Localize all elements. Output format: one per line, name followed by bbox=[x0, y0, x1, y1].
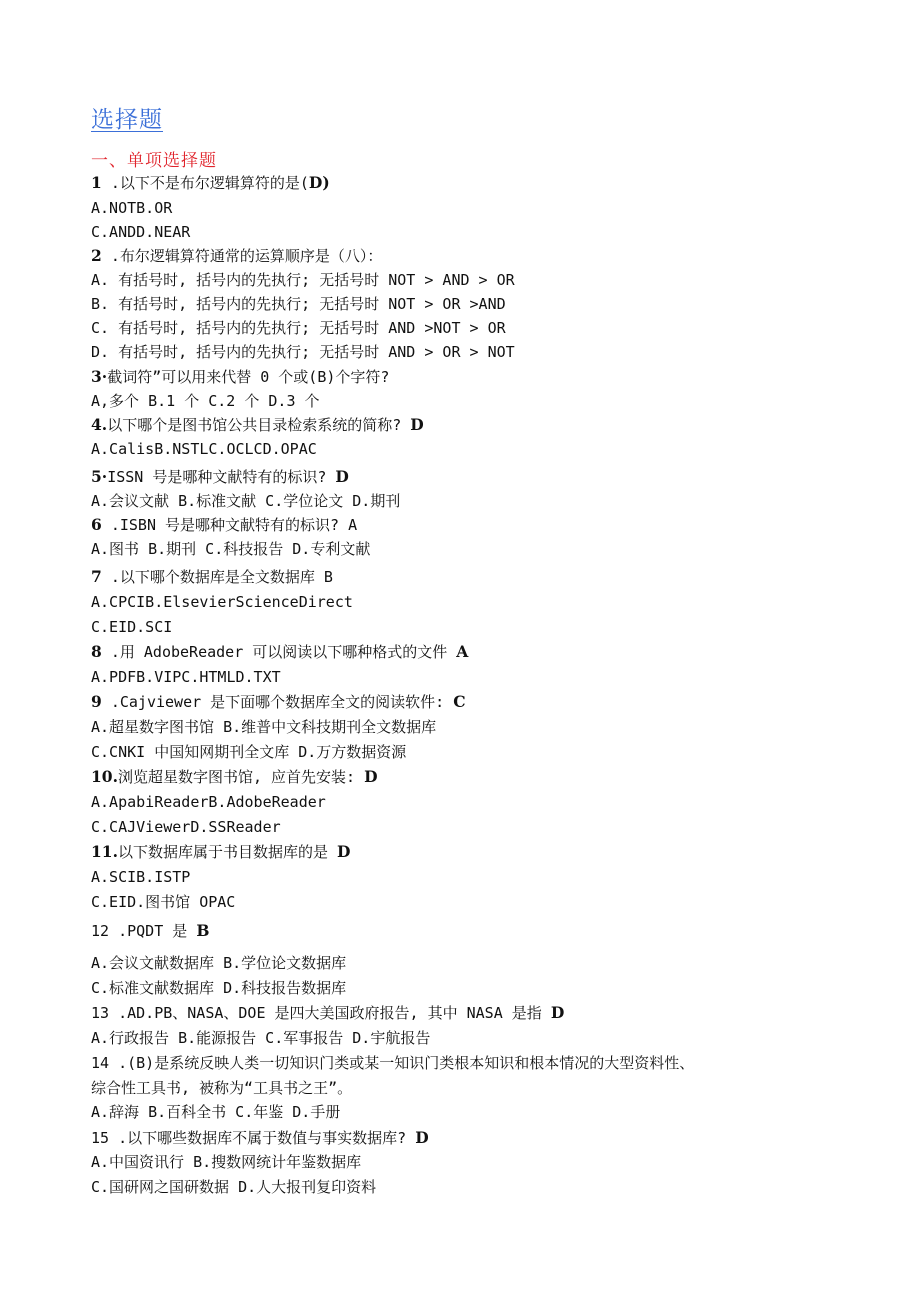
answer-letter: A bbox=[456, 642, 469, 661]
answer-letter: D bbox=[335, 467, 349, 486]
question-number: 10. bbox=[91, 767, 118, 786]
option-line bbox=[91, 538, 370, 560]
option-line bbox=[91, 1077, 352, 1099]
question-line bbox=[91, 172, 330, 194]
question-line bbox=[91, 1052, 694, 1074]
option-text: A.CPCIB.ElsevierScienceDirect bbox=[91, 593, 353, 611]
option-text: 综合性工具书, 被称为“工具书之王”。 bbox=[91, 1079, 353, 1097]
question-number: 3· bbox=[91, 367, 108, 386]
option-line bbox=[91, 716, 436, 738]
question-number: 11. bbox=[91, 842, 118, 861]
question-text: .以下不是布尔逻辑算符的是( bbox=[101, 174, 309, 192]
answer-letter: D) bbox=[308, 173, 330, 192]
question-number: 8 bbox=[91, 642, 102, 661]
question-line bbox=[91, 1002, 564, 1024]
option-text: A.图书 B.期刊 C.科技报告 D.专利文献 bbox=[91, 540, 371, 558]
option-line bbox=[91, 891, 235, 913]
question-number: 14 bbox=[91, 1054, 110, 1072]
option-line bbox=[91, 1027, 430, 1049]
question-text: ISSN 号是哪种文献特有的标识? bbox=[107, 468, 336, 486]
option-line bbox=[91, 1101, 340, 1123]
question-text: .以下哪些数据库不属于数值与事实数据库? bbox=[109, 1129, 416, 1147]
question-line bbox=[91, 366, 389, 388]
question-text: .ISBN 号是哪种文献特有的标识? A bbox=[101, 516, 358, 534]
option-text: C.EID.SCI bbox=[91, 618, 173, 636]
option-line bbox=[91, 438, 317, 460]
question-text: 浏览超星数字图书馆, 应首先安装: bbox=[117, 768, 365, 786]
option-line bbox=[91, 197, 172, 219]
question-text: .(B)是系统反映人类一切知识门类或某一知识门类根本知识和根本情况的大型资料性、 bbox=[109, 1054, 695, 1072]
option-text: C.CNKI 中国知网期刊全文库 D.万方数据资源 bbox=[91, 743, 407, 761]
question-text: .PQDT 是 bbox=[109, 922, 197, 940]
option-text: C. 有括号时, 括号内的先执行; 无括号时 AND >NOT > OR bbox=[91, 319, 506, 337]
answer-letter: D bbox=[410, 415, 424, 434]
question-text: .以下哪个数据库是全文数据库 B bbox=[101, 568, 333, 586]
option-text: B. 有括号时, 括号内的先执行; 无括号时 NOT > OR >AND bbox=[91, 295, 506, 313]
option-text: C.EID.图书馆 OPAC bbox=[91, 893, 236, 911]
option-line bbox=[91, 1176, 376, 1198]
question-text: .Cajviewer 是下面哪个数据库全文的阅读软件: bbox=[101, 693, 454, 711]
option-text: A.辞海 B.百科全书 C.年鉴 D.手册 bbox=[91, 1103, 341, 1121]
option-line bbox=[91, 977, 346, 999]
option-line bbox=[91, 221, 190, 243]
question-number: 5· bbox=[91, 467, 108, 486]
question-line bbox=[91, 245, 382, 267]
option-text: D. 有括号时, 括号内的先执行; 无括号时 AND > OR > NOT bbox=[91, 343, 515, 361]
option-line bbox=[91, 490, 400, 512]
answer-letter: D bbox=[337, 842, 351, 861]
option-text: C.CAJViewerD.SSReader bbox=[91, 818, 281, 836]
answer-letter: C bbox=[453, 692, 466, 711]
option-text: A.CalisB.NSTLC.OCLCD.OPAC bbox=[91, 440, 317, 458]
question-line bbox=[91, 466, 349, 488]
option-text: A.ApabiReaderB.AdobeReader bbox=[91, 793, 326, 811]
answer-letter: D bbox=[364, 767, 378, 786]
answer-letter: D bbox=[550, 1003, 565, 1022]
option-text: A.SCIB.ISTP bbox=[91, 868, 191, 886]
question-line bbox=[91, 920, 209, 942]
question-line bbox=[91, 691, 466, 713]
question-line bbox=[91, 841, 350, 863]
option-line bbox=[91, 269, 515, 291]
question-text: 以下数据库属于书目数据库的是 bbox=[117, 843, 338, 861]
option-text: A.中国资讯行 B.搜数网统计年鉴数据库 bbox=[91, 1153, 362, 1171]
option-line bbox=[91, 341, 515, 363]
option-text: C.ANDD.NEAR bbox=[91, 223, 191, 241]
question-number: 1 bbox=[91, 173, 102, 192]
question-text: .用 AdobeReader 可以阅读以下哪种格式的文件 bbox=[101, 643, 457, 661]
option-line bbox=[91, 666, 281, 688]
option-line bbox=[91, 591, 353, 613]
option-line bbox=[91, 866, 190, 888]
question-line bbox=[91, 641, 468, 663]
option-line bbox=[91, 616, 172, 638]
question-text: 截词符”可以用来代替 0 个或(B)个字符? bbox=[107, 368, 390, 386]
page-title[interactable]: 选择题 bbox=[91, 107, 163, 133]
option-line bbox=[91, 952, 346, 974]
option-text: A.超星数字图书馆 B.维普中文科技期刊全文数据库 bbox=[91, 718, 437, 736]
question-number: 13 bbox=[91, 1004, 110, 1022]
question-number: 15 bbox=[91, 1129, 110, 1147]
question-line bbox=[91, 766, 378, 788]
answer-letter: B bbox=[196, 921, 210, 940]
option-line bbox=[91, 741, 406, 763]
question-line bbox=[91, 414, 424, 436]
option-line bbox=[91, 317, 506, 339]
question-number: 6 bbox=[91, 515, 102, 534]
option-text: A.会议文献数据库 B.学位论文数据库 bbox=[91, 954, 347, 972]
option-line bbox=[91, 293, 506, 315]
question-number: 4. bbox=[91, 415, 108, 434]
question-text: .布尔逻辑算符通常的运算顺序是（八）： bbox=[101, 247, 383, 265]
option-text: C.国研网之国研数据 D.人大报刊复印资料 bbox=[91, 1178, 377, 1196]
option-line bbox=[91, 1151, 361, 1173]
option-line bbox=[91, 791, 326, 813]
question-number: 2 bbox=[91, 246, 102, 265]
option-text: C.标准文献数据库 D.科技报告数据库 bbox=[91, 979, 347, 997]
question-line bbox=[91, 1127, 429, 1149]
question-line bbox=[91, 514, 357, 536]
answer-letter: D bbox=[415, 1128, 429, 1147]
option-text: A.PDFB.VIPC.HTMLD.TXT bbox=[91, 668, 281, 686]
section-heading: 一、单项选择题 bbox=[91, 151, 217, 171]
question-text: .AD.PB、NASA、DOE 是四大美国政府报告, 其中 NASA 是指 bbox=[109, 1004, 551, 1022]
question-number: 12 bbox=[91, 922, 110, 940]
question-text: 以下哪个是图书馆公共目录检索系统的简称? bbox=[107, 416, 411, 434]
option-text: A.行政报告 B.能源报告 C.军事报告 D.宇航报告 bbox=[91, 1029, 431, 1047]
option-line bbox=[91, 816, 281, 838]
question-number: 7 bbox=[91, 567, 102, 586]
question-line bbox=[91, 566, 333, 588]
option-text: A.NOTB.OR bbox=[91, 199, 173, 217]
option-text: A. 有括号时, 括号内的先执行; 无括号时 NOT > AND > OR bbox=[91, 271, 515, 289]
question-number: 9 bbox=[91, 692, 102, 711]
option-text: A,多个 B.1 个 C.2 个 D.3 个 bbox=[91, 392, 320, 410]
option-line bbox=[91, 390, 320, 412]
option-text: A.会议文献 B.标准文献 C.学位论文 D.期刊 bbox=[91, 492, 401, 510]
